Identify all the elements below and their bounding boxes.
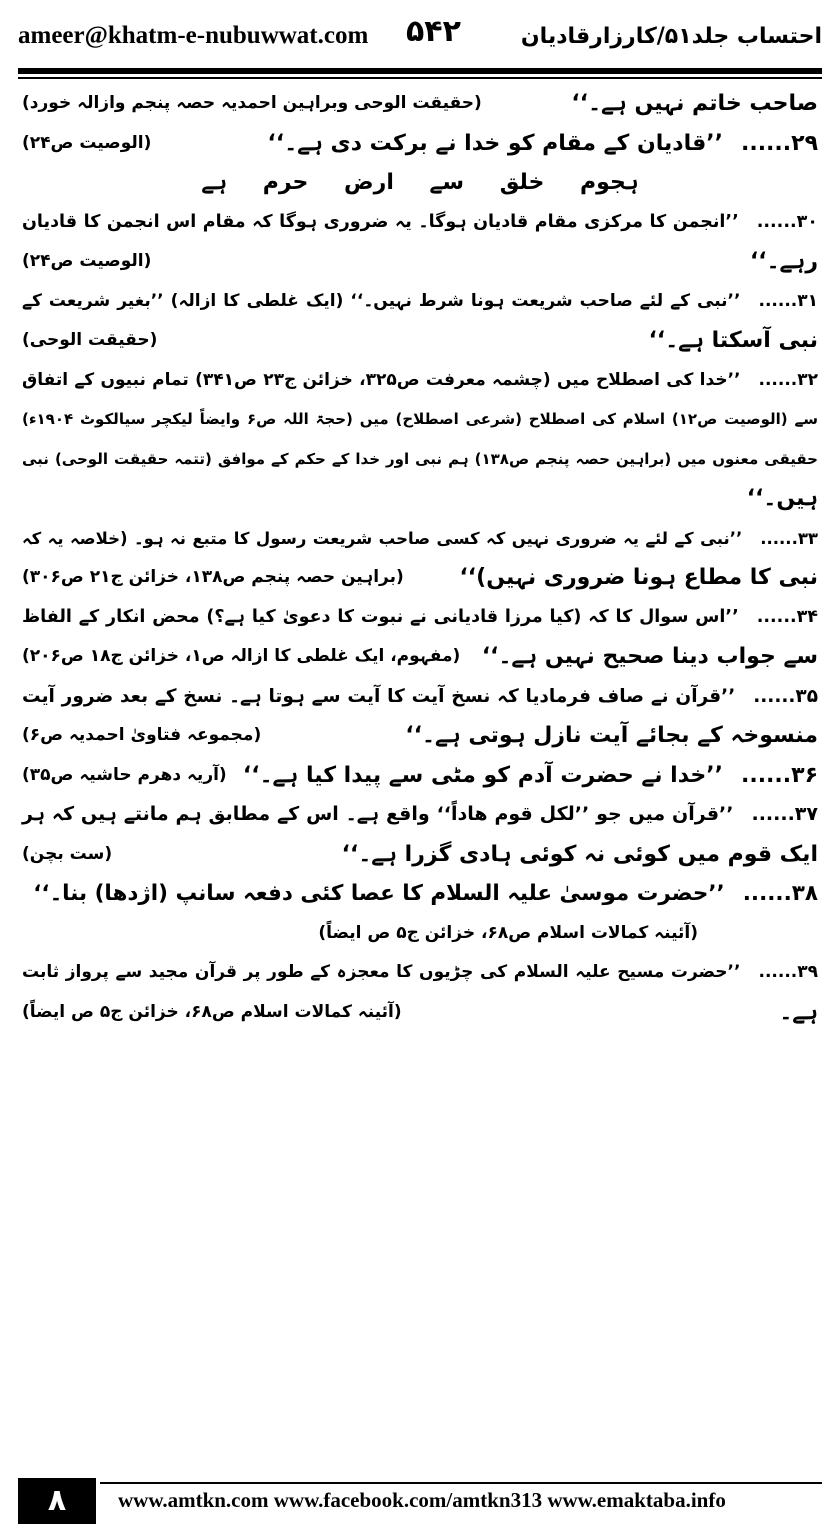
item-number: ۲۹...... [740,130,818,156]
text-line [22,163,818,203]
citation-reference: (آریہ دھرم حاشیہ ص۳۵) [22,764,227,785]
item-number: ۳۵...... [753,685,818,707]
page-footer [18,1478,822,1524]
item-number: ۳۸...... [742,881,818,906]
citation-reference: (آئینہ کمالات اسلام ص۶۸، خزائن ج۵ ص ایضاً) [22,1001,402,1022]
text-line [22,282,818,322]
citation-reference: (الوصیت ص۲۴) [22,251,152,271]
text-line [22,637,818,677]
item-number: ۳۰...... [756,211,818,232]
item-number: ۳۶...... [740,762,818,788]
page-number: ۵۴۲ [406,14,461,49]
item-number: ۳۹...... [758,962,818,982]
citation-reference: (حقیقت الوحی وبراہین احمدیہ حصہ پنجم وازالہ خورد) [22,93,482,113]
line-text: ہیں۔‘‘ [746,486,818,511]
citation-reference: (مفہوم، ایک غلطی کا ازالہ ص۱، خزائن ج۱۸ ص۲۰۶) [22,646,461,666]
text-line [22,321,818,361]
citation-reference: (الوصیت ص۲۴) [22,132,152,153]
text-line [22,124,818,164]
text-line [22,953,818,993]
text-line [22,400,818,440]
item-number: ۳۳...... [760,528,818,548]
line-text: حقیقی معنوں میں (براہین حصہ پنجم ص۱۳۸) ہم نبی اور خدا کے حکم کے موافق (تتمہ حقیقت الوحی) نبی [22,449,818,468]
line-text: ’’حضرت موسیٰ علیہ السلام کا عصا کئی دفعہ سانپ (اژدھا) بنا۔‘‘ [33,881,725,906]
text-line [22,203,818,243]
text-line [22,242,818,282]
footer-links[interactable]: www.amtkn.com www.facebook.com/amtkn313 www.emaktaba.info [118,1488,726,1512]
item-number: ۳۷...... [751,803,818,825]
citation-reference: (ست بچن) [22,843,113,864]
footer-rule [100,1482,822,1484]
text-line [22,756,818,796]
text-line [22,914,818,954]
line-text: رہے۔‘‘ [749,249,818,274]
line-text: نبی کا مطاع ہونا ضروری نہیں)‘‘ [459,565,818,590]
text-line [22,874,818,914]
line-text: صاحب خاتم نہیں ہے۔‘‘ [571,91,818,116]
line-text: (آئینہ کمالات اسلام ص۶۸، خزائن ج۵ ص ایضاً) [318,922,698,943]
line-text: ’’قرآن نے صاف فرمادیا کہ نسخ آیت کا آیت سے ہوتا ہے۔ نسخ کے بعد ضرور آیت [22,685,736,707]
text-line [22,677,818,717]
line-text: ایک قوم میں کوئی نہ کوئی ہادی گزرا ہے۔‘‘ [341,841,818,867]
citation-reference: (مجموعہ فتاویٰ احمدیہ ص۶) [22,725,262,745]
text-line [22,598,818,638]
text-line [22,558,818,598]
text-line [22,795,818,835]
citation-reference: (براہین حصہ پنجم ص۱۳۸، خزائن ج۲۱ ص۳۰۶) [22,567,404,587]
footer-page-badge: ۸ [18,1478,96,1524]
line-text: ’’اس سوال کا کہ (کیا مرزا قادیانی نے نبوت کا دعویٰ کیا ہے؟) محض انکار کے الفاظ [22,606,739,627]
line-text: ’’حضرت مسیح علیہ السلام کی چڑیوں کا معجزہ کے طور پر قرآن مجید سے پرواز ثابت [22,962,741,982]
text-line [22,479,818,519]
item-number: ۳۱...... [758,290,818,311]
line-text: ’’خدا نے حضرت آدم کو مٹی سے پیدا کیا ہے۔‘‘ [242,762,723,788]
text-line [22,835,818,875]
header-email[interactable]: ameer@khatm-e-nubuwwat.com [18,22,369,49]
line-text: ’’نبی کے لئے صاحب شریعت ہونا شرط نہیں۔‘‘ (ایک غلطی کا ازالہ) ’’بغیر شریعت کے [22,290,741,311]
line-text: سے جواب دینا صحیح نہیں ہے۔‘‘ [481,644,818,669]
text-line [22,84,818,124]
line-text: ’’قادیان کے مقام کو خدا نے برکت دی ہے۔‘‘ [267,130,723,156]
line-text: ’’نبی کے لئے یہ ضروری نہیں کہ کسی صاحب شریعت رسول کا متبع نہ ہو۔ (خلاصہ یہ کہ [22,528,743,548]
text-line [22,361,818,401]
line-text: منسوخہ کے بجائے آیت نازل ہوتی ہے۔‘‘ [405,723,818,748]
book-title: احتساب جلد۵۱/کارزارقادیان [520,24,822,49]
citation-reference: (حقیقت الوحی) [22,330,158,350]
verse-text: ہجوم خلق سے ارض حرم ہے [201,170,639,195]
text-line [22,440,818,480]
line-text: ہے۔ [779,999,818,1025]
header-rule-thick [18,68,822,74]
header-rule-thin [18,77,822,79]
page-header [18,14,822,70]
text-line [22,993,818,1033]
item-number: ۳۴...... [756,606,818,627]
line-text: ’’انجمن کا مرکزی مقام قادیان ہوگا۔ یہ ضروری ہوگا کہ مقام اس انجمن کا قادیان [22,211,739,232]
line-text: ’’قرآن میں جو ’’لکل قوم ھاداً‘‘ واقع ہے۔ اس کے مطابق ہم مانتے ہیں کہ ہر [22,803,734,825]
text-line [22,716,818,756]
page-body [22,84,818,1469]
item-number: ۳۲...... [758,369,819,390]
line-text: نبی آسکتا ہے۔‘‘ [648,328,818,353]
line-text: سے (الوصیت ص۱۲) اسلام کی اصطلاح (شرعی اصطلاح) میں (حجۃ اللہ ص۶ وایضاً لیکچر سیالکوٹ ۱۹۰۴ء) [22,410,818,428]
line-text: ’’خدا کی اصطلاح میں (چشمہ معرفت ص۳۲۵، خزائن ج۲۳ ص۳۴۱) تمام نبیوں کے اتفاق [22,369,741,390]
text-line [22,519,818,559]
